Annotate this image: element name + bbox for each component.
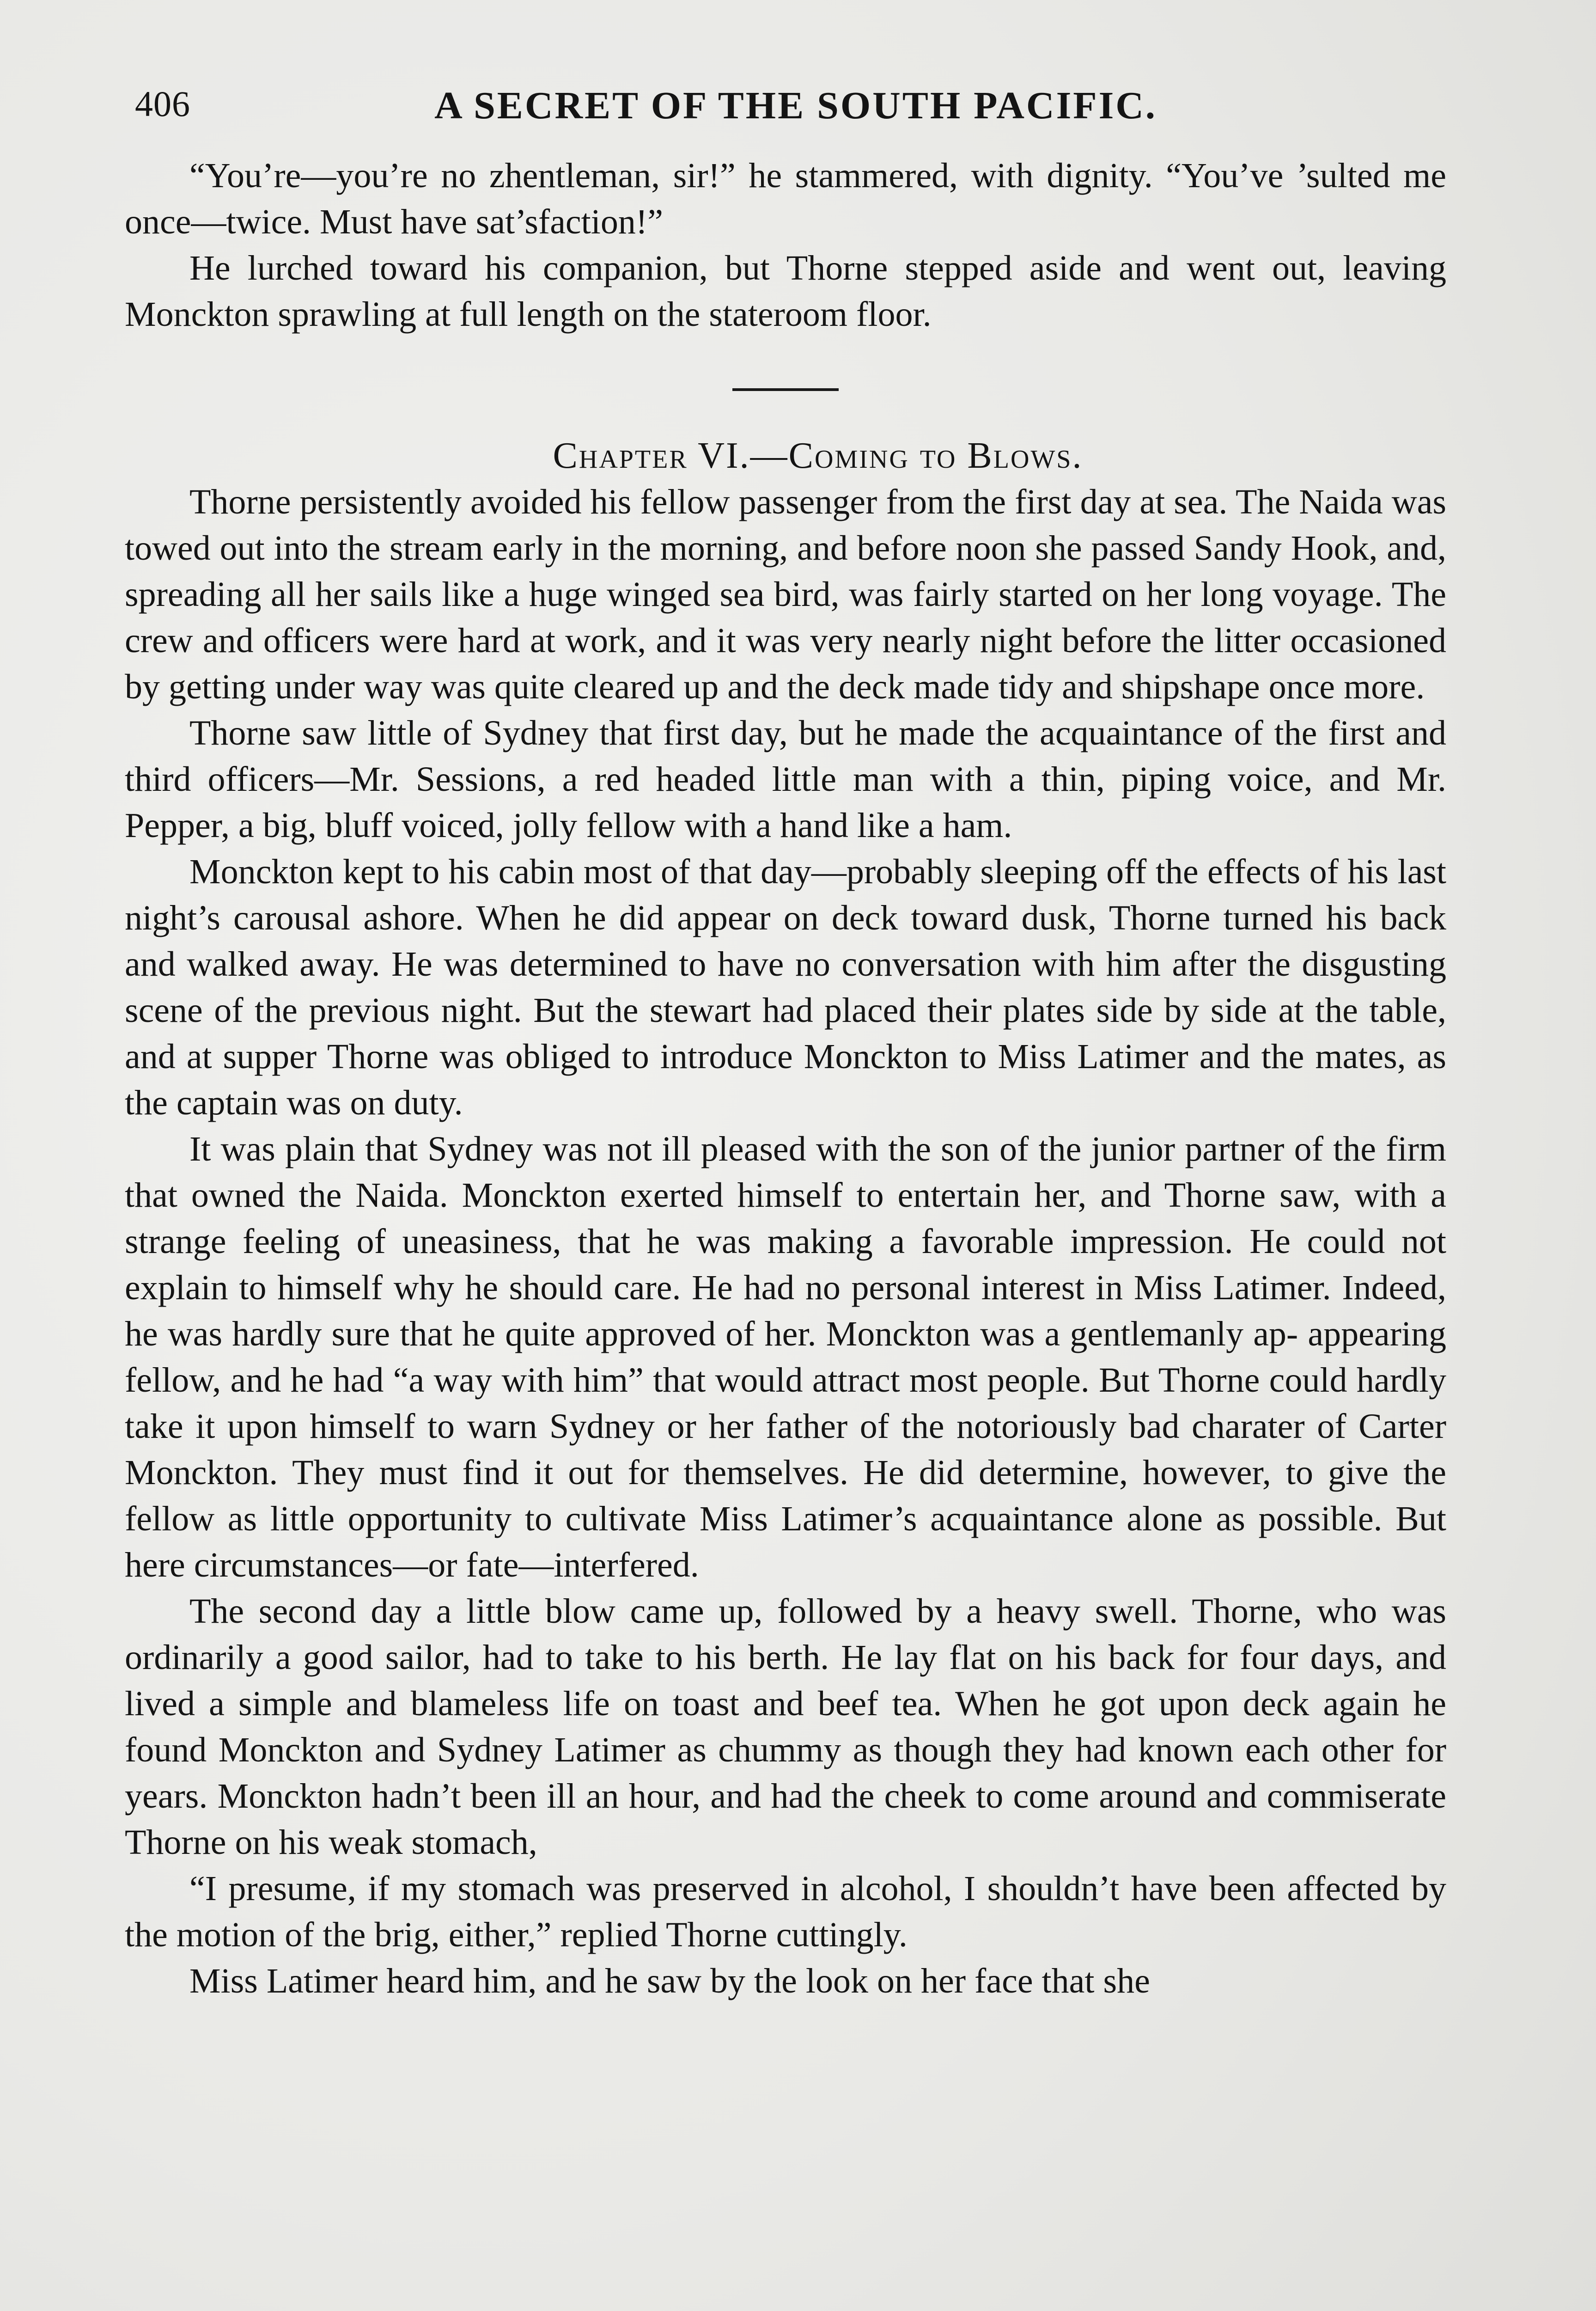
paragraph: “I presume, if my stomach was preserved in alcohol, I shouldn’t have been affected by the motion of the brig, either,” replied Thorne cuttingly. — [125, 1869, 1446, 1954]
paragraph: “You’re—you’re no zhentleman, sir!” he stammered, with dignity. “You’ve ’sulted me once—twice. Must have sat’sfaction!” — [125, 156, 1446, 241]
paragraph: Thorne saw little of Sydney that first day, but he made the acquaintance of the first and third officers—Mr. Sessions, a red headed little man with a thin, piping voice, and Mr. Pepper, a big, bluff voiced, jolly fellow with a hand like a ham. — [125, 714, 1446, 845]
paragraph: Thorne persistently avoided his fellow passenger from the first day at sea. The Naida was towed out into the stream early in the morning, and before noon she passed Sandy Hook, and, spreading all her sails like a huge winged sea bird, was fairly started on her long voyage. The crew and officers were hard at work, and it was very nearly night before the litter occasioned by getting under way was quite cleared up and the deck made tidy and shipshape once more. — [125, 483, 1446, 706]
paragraph: The second day a little blow came up, followed by a heavy swell. Thorne, who was ordinarily a good sailor, had to take to his berth. He lay flat on his back for four days, and lived a simple and blameless life on toast and beef tea. When he got upon deck again he found Monckton and Sydney Latimer as chummy as though they had known each other for years. Monckton hadn’t been ill an hour, and had the cheek to come around and commiserate Thorne on his weak stomach, — [125, 1592, 1446, 1862]
body-text — [125, 153, 1446, 2004]
paragraph: Miss Latimer heard him, and he saw by the look on her face that she — [189, 1962, 1150, 2000]
running-title: A SECRET OF THE SOUTH PACIFIC. — [434, 84, 1157, 127]
paragraph: Monckton kept to his cabin most of that day—probably sleeping off the effects of his last night’s carousal ashore. When he did appear on deck toward dusk, Thorne turned his back and walked away. He was determined to have no conversation with him after the disgusting scene of the previous night. But the stewart had placed their plates side by side at the table, and at supper Thorne was obliged to introduce Monckton to Miss Latimer and the mates, as the captain was on duty. — [125, 852, 1446, 1122]
page-number: 406 — [135, 84, 190, 124]
running-head — [135, 74, 1456, 139]
section-divider — [732, 388, 839, 391]
paragraph: It was plain that Sydney was not ill pleased with the son of the junior partner of the firm that owned the Naida. Monckton exerted himself to entertain her, and Thorne saw, with a strange feeling of uneasiness, that he was making a favorable impression. He could not explain to himself why he should care. He had no personal interest in Miss Latimer. Indeed, he was hardly sure that he quite approved of her. Monckton was a gentlemanly ap- appearing fellow, and he had “a way with him” that would attract most people. But Thorne could hardly take it upon himself to warn Sydney or her father of the notoriously bad charater of Carter Monckton. They must find it out for themselves. He did determine, however, to give the fellow as little opportunity to cultivate Miss Latimer’s acquaintance alone as possible. But here circumstances—or fate—interfered. — [125, 1130, 1446, 1584]
paragraph: He lurched toward his companion, but Thorne stepped aside and went out, leaving Monckton sprawling at full length on the stateroom floor. — [125, 249, 1446, 334]
chapter-heading: Chapter VI.—Coming to Blows. — [553, 435, 1083, 476]
